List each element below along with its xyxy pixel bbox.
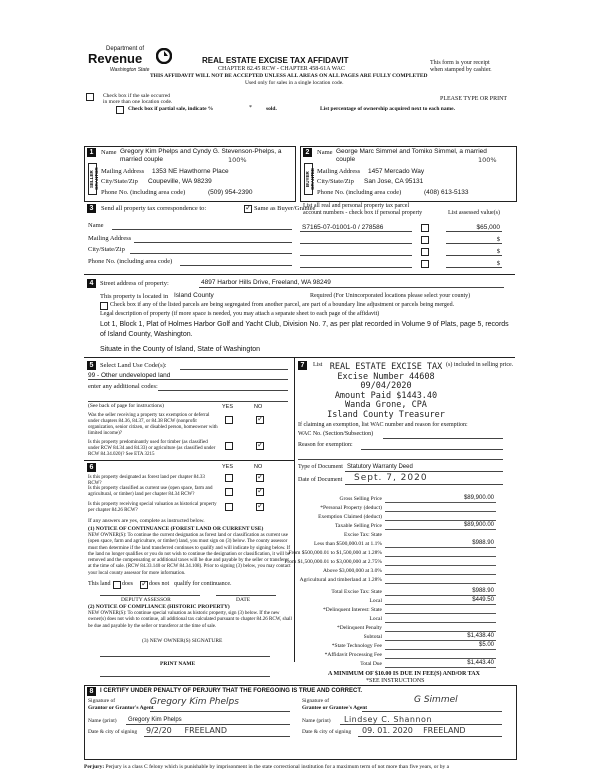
perjury-bold: Perjury: bbox=[84, 764, 105, 770]
calc-line bbox=[385, 622, 496, 623]
grantee-name-line bbox=[340, 724, 502, 725]
sec5-q2-no[interactable] bbox=[256, 442, 264, 450]
see-instructions-note: *SEE INSTRUCTIONS bbox=[366, 678, 425, 684]
sec6-q1-yes[interactable] bbox=[225, 474, 233, 482]
does-not-label: does not bbox=[149, 581, 170, 587]
calc-value-local[interactable]: $449.50 bbox=[472, 597, 494, 603]
assessed-line-4[interactable] bbox=[446, 267, 502, 268]
section-3-number: 3 bbox=[87, 204, 96, 213]
buyer-phone[interactable]: (408) 613-5133 bbox=[424, 189, 469, 196]
reason-line-2[interactable] bbox=[298, 459, 503, 460]
calc-line bbox=[385, 649, 496, 650]
dept-line3: Washington State bbox=[110, 67, 150, 73]
seller-city[interactable]: Coupeville, WA 98239 bbox=[148, 178, 212, 185]
list-label: List bbox=[313, 362, 323, 368]
section-6-rule bbox=[84, 460, 294, 461]
calc-line bbox=[385, 640, 496, 641]
new-owner-signature-label: (3) NEW OWNER(S) SIGNATURE bbox=[142, 638, 223, 644]
street-label: Street address of property: bbox=[100, 280, 169, 287]
seller-city-label: City/State/Zip bbox=[101, 178, 138, 185]
grantor-date-city[interactable]: 9/2/20 FREELAND bbox=[146, 726, 227, 735]
calc-label-agricultural: Agricultural and timberland at 1.28% bbox=[299, 577, 382, 583]
does-checkbox[interactable] bbox=[113, 581, 121, 589]
type-doc-line bbox=[345, 471, 503, 472]
calc-line bbox=[385, 529, 496, 530]
personal-property-checkbox-3[interactable] bbox=[421, 248, 429, 256]
calc-line bbox=[385, 511, 496, 512]
notice-2-body: NEW OWNER(S): To continue special valuation as historic property, sign (3) below. If the new owner(s) does not wish to continue, all additional tax calculated pursuant to chapter 84.26 RCW, shall be due and payable by the seller or transferor at the time of sale. bbox=[88, 611, 292, 629]
calc-label-excise-state: Excise Tax: State bbox=[343, 532, 382, 538]
correspondence-label: Send all property tax correspondence to: bbox=[101, 205, 207, 212]
does-not-checkbox[interactable] bbox=[140, 581, 148, 589]
sec6-q3-no[interactable] bbox=[256, 503, 264, 511]
calc-value-tier1[interactable]: $988.90 bbox=[472, 540, 494, 546]
assessed-line-1 bbox=[446, 231, 502, 232]
calc-line bbox=[385, 658, 496, 659]
grantee-date-label: Date & city of signing bbox=[302, 729, 352, 735]
seller-phone[interactable]: (509) 954-2390 bbox=[208, 189, 253, 196]
located-label: This property is located in bbox=[100, 293, 169, 300]
stamp-line-3: 09/04/2020 bbox=[360, 381, 412, 392]
sec5-q1-no[interactable] bbox=[256, 416, 264, 424]
buyer-phone-label: Phone No. (including area code) bbox=[317, 189, 402, 196]
parcel-head-2: account numbers - check box if personal property bbox=[303, 210, 423, 216]
partial-sale-sold: sold. bbox=[266, 106, 277, 112]
parcel-number[interactable]: S7165-07-01001-0 / 278586 bbox=[302, 224, 384, 231]
calc-label-total-due: Total Due bbox=[360, 661, 382, 667]
wa-logo-icon bbox=[156, 48, 172, 64]
calc-label-penalty: *Delinquent Penalty bbox=[336, 625, 382, 631]
calc-label-subtotal: Subtotal bbox=[363, 634, 382, 640]
sec6-q2-no[interactable] bbox=[256, 488, 264, 496]
qualify-label: qualify for continuance. bbox=[174, 581, 232, 587]
seller-name[interactable]: Gregory Kim Phelps and Cyndy G. Stevenson-Phelps, a married couple bbox=[120, 148, 282, 163]
assessed-line-3[interactable] bbox=[446, 255, 502, 256]
calc-value-total-state[interactable]: $988.90 bbox=[472, 588, 494, 594]
section-6-number: 6 bbox=[87, 463, 96, 472]
assessed-line-2[interactable] bbox=[446, 243, 502, 244]
does-label: does bbox=[122, 581, 133, 587]
sec3-mailing-label: Mailing Address bbox=[88, 235, 132, 242]
sec3-city-line[interactable] bbox=[130, 253, 292, 254]
grantor-signature[interactable]: Gregory Kim Phelps bbox=[150, 697, 239, 707]
stamp-line-2: Excise Number 44608 bbox=[337, 371, 435, 382]
calc-label-tier2: From $500,000.01 to $1,500,000 at 1.28% bbox=[288, 550, 382, 556]
buyer-city[interactable]: San Jose, CA 95131 bbox=[364, 178, 424, 185]
assessed-head: List assessed value(s) bbox=[448, 210, 500, 216]
this-land-label: This land bbox=[88, 581, 111, 587]
street-address[interactable]: 4897 Harbor Hills Drive, Freeland, WA 98249 bbox=[201, 279, 331, 286]
buyer-name-label: Name bbox=[317, 149, 333, 156]
grantee-signature[interactable]: G Simmel bbox=[414, 695, 458, 705]
personal-property-checkbox-2[interactable] bbox=[421, 236, 429, 244]
calc-line bbox=[385, 583, 496, 584]
sec6-question-3: Is this property receiving special valuation as historical property per chapter 84.26 RCW? bbox=[88, 502, 217, 513]
date-doc-line bbox=[345, 484, 503, 485]
grantor-name[interactable]: Gregory Kim Phelps bbox=[128, 717, 182, 723]
wac-label: WAC No. (Section/Subsection) bbox=[298, 431, 374, 437]
multi-location-label-2: in more than one location code. bbox=[103, 99, 173, 105]
legal-description[interactable]: Lot 1, Block 1, Plat of Holmes Harbor Golf and Yacht Club, Division No. 7, as per plat recorded in Volume 9 of Plats, page 5, records of Island County, Washington. bbox=[100, 321, 509, 338]
use-only-note: Used only for sales in a single location code. bbox=[245, 80, 344, 86]
seller-mailing-label: Mailing Address bbox=[101, 168, 145, 175]
claiming-exemption-note: If claiming an exemption, list WAC number and reason for exemption: bbox=[298, 422, 468, 428]
print-name-line[interactable] bbox=[100, 676, 270, 677]
receipt-note-2: when stamped by cashier. bbox=[430, 67, 492, 73]
perjury-text: Perjury is a class C felony which is punishable by imprisonment in the state correctional institution for a maximum term of not more than five years, or by a bbox=[105, 764, 450, 770]
calc-label-tier1: Less than $500,000.01 at 1.1% bbox=[314, 541, 382, 547]
calc-value-total-due[interactable]: $1,443.40 bbox=[467, 660, 494, 666]
sec5-question-2: Is this property predominantly used for timber (as classified under RCW 84.34 and 84.33) or agriculture (as classified under RCW 84.34.020)? See ETA 3215 bbox=[88, 440, 216, 457]
parcel-line-2[interactable] bbox=[300, 243, 412, 244]
calc-line bbox=[385, 565, 496, 566]
sec3-name-line[interactable] bbox=[112, 229, 292, 230]
grantee-name[interactable]: Lindsey C. Shannon bbox=[344, 715, 433, 724]
stamp-line-1: REAL ESTATE EXCISE TAX bbox=[329, 362, 443, 372]
print-name-label: PRINT NAME bbox=[160, 661, 196, 667]
calc-label-gross: Gross Selling Price bbox=[339, 496, 382, 502]
land-use-code[interactable]: 99 - Other undeveloped land bbox=[88, 372, 171, 379]
grantor-date-line bbox=[144, 736, 290, 737]
sec6-q3-yes[interactable] bbox=[225, 503, 233, 511]
calc-label-tier4: Above $3,000,000 at 3.0% bbox=[323, 568, 382, 574]
date-doc-label: Date of Document bbox=[298, 477, 343, 483]
section-8-number: 8 bbox=[87, 687, 96, 696]
parcel-line-3[interactable] bbox=[300, 255, 412, 256]
grantee-signature-line bbox=[362, 711, 502, 712]
grantor-sig-label: Signature of bbox=[88, 698, 116, 704]
notice-1-body: NEW OWNER(S): To continue the current designation as forest land or classification as current use (open space, farm and agriculture, or timber) land, you must sign on (3) below. The county assessor must then determine if the land transferred continues to qualify and will indicate by signing below. If the land no longer qualifies or you do not wish to continue the designation or classification, it will be removed and the compensating or additional taxes will be due and payable by the seller or transferor at the time of sale. (RCW 84.33.140 or RCW 84.34.108). Prior to signing (3) below, you may contact your local county assessor for more information. bbox=[88, 533, 291, 576]
sec6-yes-header: YES bbox=[222, 464, 234, 470]
sec6-question-2: Is this property classified as current use (open space, farm and agricultural, or timber) land per chapter 84.34 RCW? bbox=[88, 486, 213, 497]
buyer-mailing-label: Mailing Address bbox=[317, 168, 361, 175]
grantee-date-city[interactable]: 09. 01. 2020 FREELAND bbox=[362, 726, 466, 735]
sec6-question-1: Is this property designated as forest land per chapter 84.33 RCW? bbox=[88, 475, 205, 486]
see-back-note: (See back of page for instructions) bbox=[88, 403, 164, 409]
calc-label-interest-state: *Delinquent Interest: State bbox=[323, 607, 382, 613]
parcel-line-1 bbox=[300, 231, 412, 232]
stamp-line-5: Wanda Grone, CPA bbox=[345, 400, 427, 411]
buyer-percent[interactable]: 100% bbox=[478, 156, 497, 164]
assessed-dollar-3: $ bbox=[496, 248, 500, 255]
additional-codes-line-2[interactable] bbox=[88, 401, 288, 402]
minimum-due-note: A MINIMUM OF $10.00 IS DUE IN FEE(S) AND/OR TAX bbox=[328, 671, 480, 677]
situate-text[interactable]: Situate in the County of Island, State of Washington bbox=[100, 346, 261, 353]
required-note: Required (For Unincorporated locations please select your county) bbox=[310, 293, 471, 299]
section-1-number: 1 bbox=[87, 148, 96, 157]
personal-property-checkbox-4[interactable] bbox=[421, 260, 429, 268]
sec5-question-1: Was the seller receiving a property tax exemption or deferral under chapters 84.36, 84.37, or 84.38 RCW (nonprofit organization, senior citizen, or disabled person, homeowner with limited income)? bbox=[88, 413, 218, 436]
segregated-label: Check box if any of the listed parcels are being segregated from another parcel, are part of a boundary line adjustment or parcels being merged. bbox=[110, 302, 455, 308]
notice-1-title: (1) NOTICE OF CONTINUANCE (FOREST LAND OR CURRENT USE) bbox=[88, 526, 264, 532]
located-county[interactable]: Island County bbox=[174, 292, 214, 299]
buyer-city-label: City/State/Zip bbox=[317, 178, 354, 185]
sec6-q1-no[interactable] bbox=[256, 474, 264, 482]
same-as-buyer-label: Same as Buyer/Grantee bbox=[254, 205, 316, 212]
additional-codes-line[interactable] bbox=[158, 390, 288, 391]
buyer-name[interactable]: George Marc Simmel and Tomiko Simmel, a married couple bbox=[336, 148, 487, 163]
parcel-line-4[interactable] bbox=[300, 267, 412, 268]
sec3-phone-label: Phone No. (including area code) bbox=[88, 258, 173, 265]
partial-sale-checkbox[interactable] bbox=[116, 106, 124, 114]
assessed-dollar-2: $ bbox=[496, 236, 500, 243]
form-warning: THIS AFFIDAVIT WILL NOT BE ACCEPTED UNLESS ALL AREAS ON ALL PAGES ARE FULLY COMPLETED bbox=[150, 73, 428, 79]
section-5-number: 5 bbox=[87, 361, 96, 370]
calc-line bbox=[385, 631, 496, 632]
receipt-note-1: This form is your receipt bbox=[430, 60, 490, 66]
seller-name-label: Name bbox=[101, 149, 117, 156]
section-4-number: 4 bbox=[87, 279, 96, 288]
sec5-yes-header: YES bbox=[222, 404, 234, 410]
grantor-name-line bbox=[126, 724, 290, 725]
segregated-checkbox[interactable] bbox=[100, 302, 108, 310]
sec3-city-label: City/State/Zip bbox=[88, 246, 125, 253]
calc-line bbox=[385, 595, 496, 596]
calc-value-gross[interactable]: $89,900.00 bbox=[463, 495, 494, 501]
parcel-head-1: List all real and personal property tax parcel bbox=[303, 203, 410, 209]
calc-line bbox=[385, 502, 496, 503]
land-use-line-1 bbox=[180, 369, 288, 370]
personal-property-checkbox-1[interactable] bbox=[421, 224, 429, 232]
grantee-date-line bbox=[358, 736, 502, 737]
section-7-number: 7 bbox=[298, 361, 307, 370]
assessed-value[interactable]: $65,000 bbox=[476, 224, 500, 231]
stamp-line-6: Island County Treasurer bbox=[327, 409, 445, 420]
calc-line bbox=[385, 574, 496, 575]
calc-value-tech-fee[interactable]: $5.00 bbox=[478, 642, 494, 648]
dept-line1: Department of bbox=[106, 46, 145, 52]
grantor-signature-line bbox=[150, 711, 290, 712]
treasurer-stamp bbox=[326, 363, 446, 421]
calc-label-local: Local bbox=[369, 598, 382, 604]
grantee-sig-label: Signature of bbox=[302, 698, 330, 704]
calc-line bbox=[385, 547, 496, 548]
grantee-name-label: Name (print) bbox=[302, 718, 331, 724]
reason-line[interactable] bbox=[361, 449, 503, 450]
calc-line bbox=[385, 604, 496, 605]
grantee-agent-label: Grantee or Grantee's Agent bbox=[302, 705, 368, 711]
type-doc-value[interactable]: Statutory Warranty Deed bbox=[347, 464, 413, 470]
date-line[interactable] bbox=[216, 595, 276, 596]
sec6-q2-yes[interactable] bbox=[225, 488, 233, 496]
calc-label-total-state: Total Excise Tax: State bbox=[331, 589, 382, 595]
land-use-line-2 bbox=[88, 379, 288, 380]
sec3-phone-line[interactable] bbox=[180, 265, 292, 266]
calc-label-exemption: Exemption Claimed (deduct) bbox=[318, 514, 382, 520]
stamp-line-4: Amount Paid $1443.40 bbox=[334, 390, 438, 401]
calc-label-personal: *Personal Property (deduct) bbox=[320, 505, 382, 511]
enter-additional-label: enter any additional codes: bbox=[88, 383, 158, 390]
calc-label-interest-local: Local bbox=[369, 616, 382, 622]
deputy-label: DEPUTY ASSESSOR bbox=[121, 597, 171, 603]
ownership-note: List percentage of ownership acquired next to each name. bbox=[320, 106, 455, 112]
calc-line bbox=[385, 520, 496, 521]
calc-line bbox=[385, 613, 496, 614]
seller-percent[interactable]: 100% bbox=[228, 156, 247, 164]
type-doc-label: Type of Document bbox=[298, 464, 343, 470]
seller-mailing[interactable]: 1353 NE Hawthorne Place bbox=[152, 168, 229, 175]
calc-label-processing-fee: *Affidavit Processing Fee bbox=[324, 652, 382, 658]
form-chapter: CHAPTER 82.45 RCW - CHAPTER 458-61A WAC bbox=[218, 66, 345, 72]
street-line bbox=[199, 287, 504, 288]
section-4-rule bbox=[84, 274, 515, 275]
buyer-side-label: BUYER GRANTEE bbox=[304, 163, 313, 195]
multi-location-checkbox[interactable] bbox=[86, 93, 94, 101]
dept-line2: Revenue bbox=[88, 51, 143, 66]
partial-sale-value[interactable]: * bbox=[249, 105, 252, 111]
grantor-date-label: Date & city of signing bbox=[88, 729, 138, 735]
legal-label: Legal description of property (if more space is needed, you may attach a separate sheet to each page of the affidavit) bbox=[100, 311, 380, 317]
wac-line[interactable] bbox=[383, 438, 503, 439]
date-doc-value[interactable]: Sept. 7, 2020 bbox=[354, 473, 428, 483]
calc-label-tier3: From $1,500,000.01 to $3,000,000 at 2.75% bbox=[284, 559, 382, 565]
sec5-q2-yes[interactable] bbox=[225, 442, 233, 450]
assessed-dollar-4: $ bbox=[496, 260, 500, 267]
calc-label-tech-fee: *State Technology Fee bbox=[331, 643, 382, 649]
calc-line bbox=[385, 556, 496, 557]
sec3-name-label: Name bbox=[88, 222, 104, 229]
calc-label-taxable: Taxable Selling Price bbox=[335, 523, 382, 529]
sec5-no-header: NO bbox=[254, 404, 263, 410]
partial-sale-label: Check box if partial sale, indicate % bbox=[128, 106, 214, 112]
sec3-mailing-line[interactable] bbox=[134, 242, 292, 243]
seller-side-label: SELLER GRANTOR bbox=[88, 163, 97, 195]
perjury-note bbox=[84, 764, 524, 771]
deputy-line[interactable] bbox=[100, 595, 200, 596]
sec5-q1-yes[interactable] bbox=[225, 416, 233, 424]
sec6-no-header: NO bbox=[254, 464, 263, 470]
if-any-note: If any answers are yes, complete as instructed below. bbox=[88, 518, 205, 524]
type-print-note: PLEASE TYPE OR PRINT bbox=[440, 96, 508, 102]
form-title: REAL ESTATE EXCISE TAX AFFIDAVIT bbox=[202, 56, 349, 65]
certify-statement: I CERTIFY UNDER PENALTY OF PERJURY THAT THE FOREGOING IS TRUE AND CORRECT. bbox=[100, 688, 363, 694]
notice-2-title: (2) NOTICE OF COMPLIANCE (HISTORIC PROPERTY) bbox=[88, 604, 230, 610]
same-as-buyer-checkbox[interactable] bbox=[244, 205, 252, 213]
grantor-agent-label: Grantor or Grantor's Agent bbox=[88, 705, 154, 711]
calc-line bbox=[385, 667, 496, 668]
multi-location-label: Check box if the sale occurred bbox=[103, 93, 171, 99]
calc-value-subtotal[interactable]: $1,438.40 bbox=[467, 633, 494, 639]
grantor-name-label: Name (print) bbox=[88, 718, 117, 724]
buyer-mailing[interactable]: 1457 Mercado Way bbox=[368, 168, 425, 175]
reason-label: Reason for exemption: bbox=[298, 442, 353, 448]
date-label: DATE bbox=[236, 597, 251, 603]
land-use-label: Select Land Use Code(s): bbox=[100, 362, 167, 369]
section-5-rule bbox=[84, 357, 515, 358]
included-label: (s) included in selling price. bbox=[446, 362, 514, 368]
section-2-number: 2 bbox=[303, 148, 312, 157]
new-owner-signature-line[interactable] bbox=[100, 656, 270, 657]
seller-phone-label: Phone No. (including area code) bbox=[101, 189, 186, 196]
calc-value-taxable[interactable]: $89,900.00 bbox=[463, 522, 494, 528]
